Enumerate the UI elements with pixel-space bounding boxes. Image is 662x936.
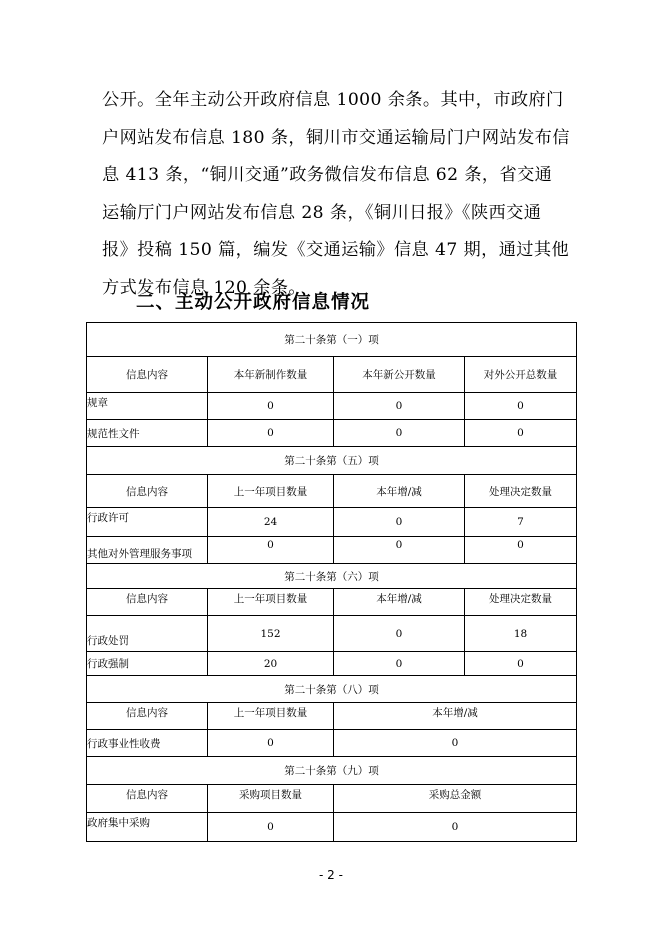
value-cell: 0 xyxy=(334,652,465,676)
section-title-row xyxy=(87,447,577,475)
header-cell: 本年增/减 xyxy=(334,475,465,508)
table-row xyxy=(87,652,577,676)
row-label: 行政处罚 xyxy=(87,616,208,652)
value-cell: 0 xyxy=(334,508,465,537)
value-cell: 20 xyxy=(208,652,334,676)
row-label: 行政事业性收费 xyxy=(87,730,208,757)
section-title-row xyxy=(87,564,577,589)
paragraph-line: 报》投稿 150 篇，编发《交通运输》信息 47 期，通过其他 xyxy=(102,240,570,261)
header-cell: 信息内容 xyxy=(87,589,208,616)
table-row xyxy=(87,730,577,757)
header-row xyxy=(87,357,577,393)
paragraph-line: 息 413 条，“铜川交通”政务微信发布信息 62 条，省交通 xyxy=(102,165,553,186)
header-cell: 本年新制作数量 xyxy=(208,357,334,393)
value-cell: 0 xyxy=(208,730,334,757)
header-cell: 对外公开总数量 xyxy=(465,357,577,393)
value-cell: 0 xyxy=(334,393,465,420)
value-cell: 0 xyxy=(465,420,577,447)
value-cell: 152 xyxy=(208,616,334,652)
header-cell: 采购项目数量 xyxy=(208,785,334,813)
row-label: 行政强制 xyxy=(87,652,208,676)
value-cell: 0 xyxy=(208,393,334,420)
row-label: 政府集中采购 xyxy=(87,813,208,842)
header-cell: 本年增/减 xyxy=(334,703,577,730)
section-title: 第二十条第（八）项 xyxy=(87,676,577,703)
row-label: 规范性文件 xyxy=(87,420,208,447)
section-title-row xyxy=(87,323,577,357)
row-label: 行政许可 xyxy=(87,508,208,537)
paragraph-line: 公开。全年主动公开政府信息 1000 余条。其中，市政府门 xyxy=(102,90,564,110)
value-cell: 18 xyxy=(465,616,577,652)
section-heading: 二、主动公开政府信息情况 xyxy=(136,292,371,313)
body-paragraph xyxy=(102,82,572,308)
value-cell: 0 xyxy=(465,537,577,564)
header-cell: 处理决定数量 xyxy=(465,589,577,616)
value-cell: 0 xyxy=(334,420,465,447)
section-title: 第二十条第（五）项 xyxy=(87,447,577,475)
disclosure-table xyxy=(86,322,577,842)
table-row xyxy=(87,537,577,564)
header-cell: 采购总金额 xyxy=(334,785,577,813)
header-row xyxy=(87,785,577,813)
table-row xyxy=(87,420,577,447)
value-cell: 0 xyxy=(334,813,577,842)
value-cell: 24 xyxy=(208,508,334,537)
header-cell: 处理决定数量 xyxy=(465,475,577,508)
value-cell: 0 xyxy=(208,537,334,564)
value-cell: 0 xyxy=(208,813,334,842)
value-cell: 0 xyxy=(334,616,465,652)
paragraph-line: 方式发布信息 120 余条。 xyxy=(102,277,307,298)
header-cell: 信息内容 xyxy=(87,703,208,730)
header-cell: 信息内容 xyxy=(87,785,208,813)
header-cell: 本年增/减 xyxy=(334,589,465,616)
value-cell: 0 xyxy=(334,537,465,564)
header-cell: 上一年项目数量 xyxy=(208,475,334,508)
header-cell: 上一年项目数量 xyxy=(208,589,334,616)
value-cell: 0 xyxy=(334,730,577,757)
header-cell: 信息内容 xyxy=(87,475,208,508)
section-title-row xyxy=(87,757,577,785)
header-row xyxy=(87,475,577,508)
paragraph-line: 运输厅门户网站发布信息 28 条，《铜川日报》《陕西交通 xyxy=(102,202,542,223)
table-row xyxy=(87,616,577,652)
section-title: 第二十条第（九）项 xyxy=(87,757,577,785)
table-row xyxy=(87,813,577,842)
table-row xyxy=(87,393,577,420)
paragraph-line: 户网站发布信息 180 条，铜川市交通运输局门户网站发布信 xyxy=(102,127,570,148)
value-cell: 0 xyxy=(208,420,334,447)
table-row xyxy=(87,508,577,537)
header-cell: 本年新公开数量 xyxy=(334,357,465,393)
value-cell: 0 xyxy=(465,393,577,420)
header-row xyxy=(87,589,577,616)
value-cell: 0 xyxy=(465,652,577,676)
header-row xyxy=(87,703,577,730)
section-title: 第二十条第（一）项 xyxy=(87,323,577,357)
row-label: 其他对外管理服务事项 xyxy=(87,537,208,564)
header-cell: 信息内容 xyxy=(87,357,208,393)
value-cell: 7 xyxy=(465,508,577,537)
header-cell: 上一年项目数量 xyxy=(208,703,334,730)
section-title: 第二十条第（六）项 xyxy=(87,564,577,589)
row-label: 规章 xyxy=(87,393,208,420)
page-number: - 2 - xyxy=(319,868,343,882)
section-title-row xyxy=(87,676,577,703)
